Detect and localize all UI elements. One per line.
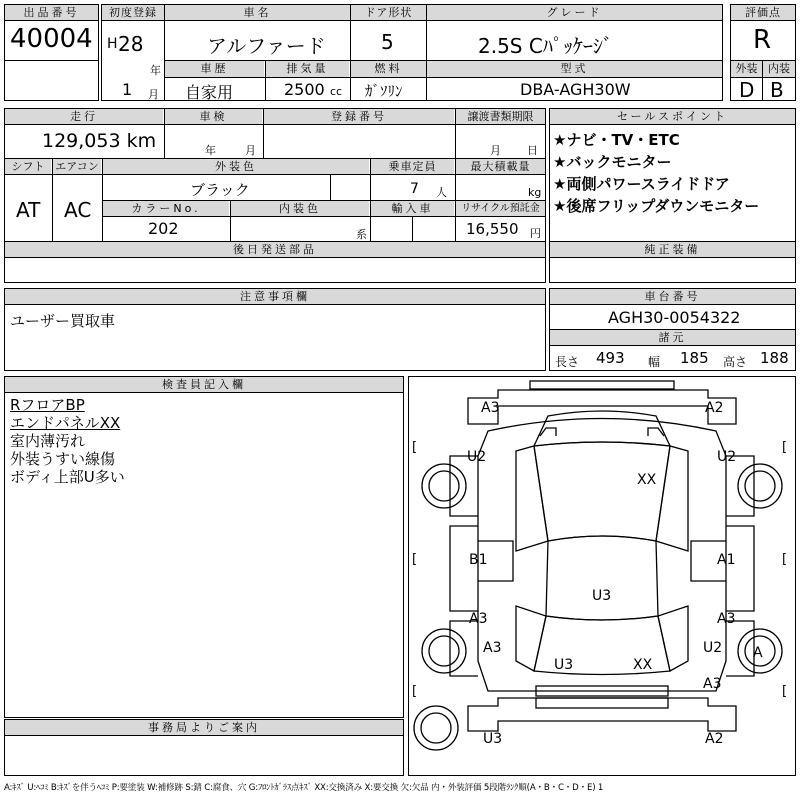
displacement-label: 排気量 [266, 61, 349, 77]
model-label: 型式 [427, 61, 722, 77]
inspector-line: ボディ上部U多い [10, 468, 125, 486]
bracket-mark: [ [782, 440, 788, 455]
model: DBA-AGH30W [520, 80, 631, 99]
damage-mark: U2 [467, 449, 487, 465]
doors-label: ドア形状 [351, 5, 426, 21]
specs-label: 諸元 [550, 330, 795, 346]
ext-color-label: 外装色 [103, 159, 369, 175]
history: 自家用 [185, 83, 234, 102]
bracket-mark: [ [782, 684, 788, 699]
displacement: 2500 [284, 80, 325, 99]
length-label: 長さ [555, 355, 580, 369]
damage-mark: U3 [554, 657, 574, 673]
score: R [753, 25, 772, 55]
fuel-label: 燃料 [351, 61, 426, 77]
recycle: 16,550 [466, 220, 519, 238]
bracket-mark: [ [412, 684, 418, 699]
interior-score: B [770, 78, 784, 102]
lot-number-label: 出品番号 [5, 5, 98, 21]
shift: AT [16, 198, 41, 222]
inspector-line: エンドパネルXX [10, 414, 121, 432]
chassis-label: 車台番号 [550, 289, 795, 305]
width-value: 185 [680, 349, 709, 367]
sales-point-item: ★バックモニター [553, 153, 672, 171]
damage-mark: A3 [703, 676, 722, 692]
era-mark: H [107, 36, 118, 52]
damage-mark: U3 [483, 731, 503, 747]
recycle-label: リサイクル預託金 [456, 201, 545, 217]
recycle-unit: 円 [530, 227, 541, 240]
max-load-label: 最大積載量 [456, 159, 545, 175]
month-unit: 月 [148, 88, 159, 101]
sales-point-item: ★後席フリップダウンモニター [553, 197, 760, 215]
first-reg-month: 1 [122, 80, 133, 99]
color-no: 202 [148, 219, 179, 238]
grade-label: グレード [427, 5, 722, 21]
first-reg-label: 初度登録 [102, 5, 164, 21]
length-value: 493 [596, 349, 625, 367]
chassis-number: AGH30-0054322 [608, 308, 741, 327]
later-parts-label: 後日発送部品 [5, 242, 545, 258]
int-color-label: 内装色 [231, 201, 369, 217]
transfer-day-unit: 日 [527, 144, 538, 157]
interior-label: 内装 [763, 61, 795, 77]
inspection-year-unit: 年 [205, 144, 216, 157]
sales-point-item: ★ナビ・TV・ETC [553, 131, 680, 149]
notes-text: ユーザー買取車 [10, 312, 116, 330]
bracket-mark: [ [412, 440, 418, 455]
sales-points-label: セールスポイント [550, 109, 795, 125]
reg-no-label: 登録番号 [264, 109, 454, 125]
doors: 5 [381, 30, 394, 54]
capacity: 7 [410, 181, 419, 197]
max-load-unit: kg [528, 186, 542, 199]
mileage-label: 走行 [5, 109, 163, 125]
exterior-label: 外装 [731, 61, 762, 77]
car-damage-diagram [408, 376, 796, 776]
damage-mark: B1 [469, 552, 488, 568]
int-color-unit: 系 [356, 228, 367, 241]
office-label: 事務局よりご案内 [5, 720, 403, 736]
damage-mark: A3 [481, 400, 500, 416]
width-label: 幅 [648, 355, 661, 369]
exterior-score: D [739, 78, 755, 102]
damage-mark: U2 [703, 640, 723, 656]
inspector-line: RフロアBP [10, 396, 85, 414]
fuel: ｶﾞｿﾘﾝ [365, 82, 403, 100]
color-no-label: カラーNo. [103, 201, 229, 217]
height-label: 高さ [723, 355, 748, 369]
damage-mark: U3 [592, 588, 612, 604]
history-label: 車歴 [165, 61, 264, 77]
ac-label: エアコン [53, 159, 101, 175]
bracket-mark: [ [412, 552, 418, 567]
genuine-equipment-label: 純正装備 [550, 242, 795, 258]
inspector-label: 検査員記入欄 [5, 377, 403, 393]
damage-mark: A1 [717, 552, 736, 568]
inspector-line: 室内薄汚れ [10, 432, 86, 450]
inspection-month-unit: 月 [245, 144, 256, 157]
shift-label: シフト [5, 159, 51, 175]
damage-mark: U2 [717, 449, 737, 465]
sales-point-item: ★両側パワースライドドア [553, 175, 730, 193]
capacity-unit: 人 [436, 186, 447, 199]
inspector-line: 外装うすい線傷 [10, 450, 116, 468]
damage-mark: A3 [717, 611, 736, 627]
car-name-label: 車名 [165, 5, 350, 21]
height-value: 188 [760, 349, 789, 367]
grade: 2.5S Cﾊﾟｯｹｰｼﾞ [478, 34, 613, 58]
transfer-label: 譲渡書類期限 [456, 109, 545, 125]
damage-mark: XX [637, 472, 657, 488]
displacement-unit: cc [330, 85, 343, 98]
year-unit: 年 [150, 64, 161, 77]
damage-mark: XX [633, 657, 653, 673]
damage-mark: A3 [469, 611, 488, 627]
damage-mark: A3 [483, 640, 502, 656]
legend-footer: A:ｷｽﾞ U:ﾍｺﾐ B:ｷｽﾞを伴うﾍｺﾐ P:要塗装 W:補修跡 S:錆 C:腐食、穴 G:ﾌﾛﾝﾄｶﾞﾗｽ点ｷｽﾞ XX:交換済み X:要交換 欠:欠品 内・外装評価 5段階ﾗﾝｸ順(A・B・C・D・E) 1 [4, 783, 604, 793]
first-reg-year: 28 [118, 32, 144, 56]
mileage: 129,053 km [42, 130, 157, 152]
damage-mark: A2 [705, 731, 724, 747]
notes-label: 注意事項欄 [5, 289, 545, 305]
damage-mark: A [753, 645, 763, 661]
ext-color: ブラック [190, 181, 250, 199]
ac: AC [64, 198, 92, 222]
import-label: 輸入車 [371, 201, 454, 217]
damage-mark: A2 [705, 400, 724, 416]
capacity-label: 乗車定員 [371, 159, 454, 175]
inspection-label: 車検 [165, 109, 262, 125]
transfer-month-unit: 月 [490, 144, 501, 157]
car-name: アルファード [207, 34, 326, 58]
score-label: 評価点 [731, 5, 795, 21]
lot-number: 40004 [10, 24, 93, 54]
bracket-mark: [ [782, 552, 788, 567]
